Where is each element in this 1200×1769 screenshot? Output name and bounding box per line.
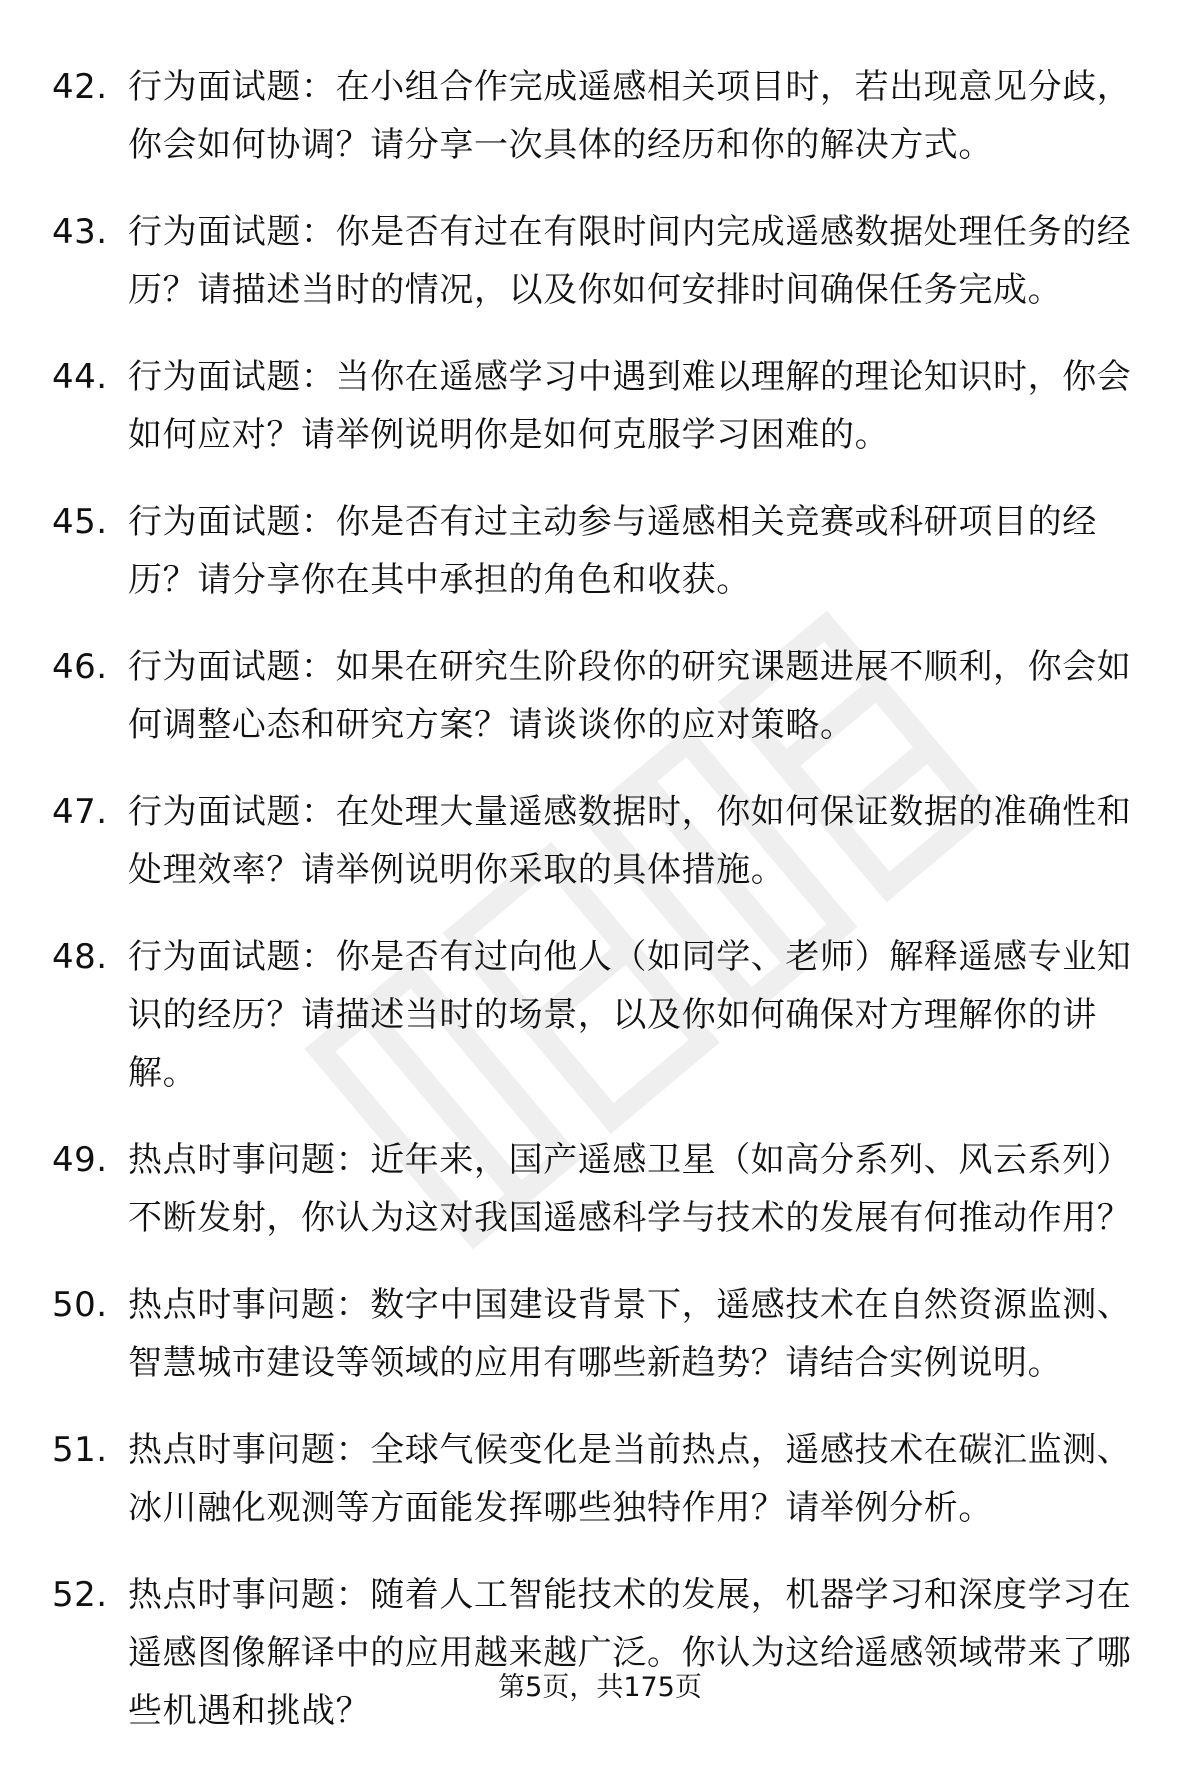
question-number: 49. <box>52 1140 108 1180</box>
question-number: 52. <box>52 1575 108 1615</box>
question-text: 行为面试题：在小组合作完成遥感相关项目时，若出现意见分歧，你会如何协调？请分享一次具体的经历和你的解决方式。 <box>128 67 1132 165</box>
question-text: 行为面试题：你是否有过在有限时间内完成遥感数据处理任务的经历？请描述当时的情况，以及你如何安排时间确保任务完成。 <box>128 212 1132 310</box>
question-number: 46. <box>52 647 108 687</box>
question-item <box>0 493 1200 609</box>
question-text: 热点时事问题：近年来，国产遥感卫星（如高分系列、风云系列）不断发射，你认为这对我国遥感科学与技术的发展有何推动作用？ <box>128 1140 1132 1238</box>
question-text: 行为面试题：在处理大量遥感数据时，你如何保证数据的准确性和处理效率？请举例说明你采取的具体措施。 <box>128 792 1132 890</box>
question-item <box>0 348 1200 464</box>
question-number: 48. <box>52 937 108 977</box>
question-text: 热点时事问题：随着人工智能技术的发展，机器学习和深度学习在遥感图像解译中的应用越来越广泛。你认为这给遥感领域带来了哪些机遇和挑战？ <box>128 1575 1132 1731</box>
question-item <box>0 1566 1200 1740</box>
page-footer: 第5页，共175页 <box>498 1672 702 1703</box>
question-number: 47. <box>52 792 108 832</box>
question-item <box>0 1421 1200 1537</box>
question-item <box>0 1131 1200 1247</box>
question-item <box>0 203 1200 319</box>
question-list <box>0 58 1200 1769</box>
question-text: 热点时事问题：全球气候变化是当前热点，遥感技术在碳汇监测、冰川融化观测等方面能发挥哪些独特作用？请举例分析。 <box>128 1430 1132 1528</box>
question-number: 43. <box>52 212 108 252</box>
question-text: 行为面试题：当你在遥感学习中遇到难以理解的理论知识时，你会如何应对？请举例说明你是如何克服学习困难的。 <box>128 357 1132 455</box>
question-text: 行为面试题：如果在研究生阶段你的研究课题进展不顺利，你会如何调整心态和研究方案？请谈谈你的应对策略。 <box>128 647 1132 745</box>
question-number: 42. <box>52 67 108 107</box>
question-item <box>0 928 1200 1102</box>
question-item <box>0 638 1200 754</box>
question-number: 45. <box>52 502 108 542</box>
question-text: 行为面试题：你是否有过向他人（如同学、老师）解释遥感专业知识的经历？请描述当时的场景，以及你如何确保对方理解你的讲解。 <box>128 937 1132 1093</box>
question-item <box>0 783 1200 899</box>
question-number: 50. <box>52 1285 108 1325</box>
question-number: 44. <box>52 357 108 397</box>
question-item <box>0 58 1200 174</box>
question-text: 行为面试题：你是否有过主动参与遥感相关竞赛或科研项目的经历？请分享你在其中承担的角色和收获。 <box>128 502 1097 600</box>
question-number: 51. <box>52 1430 108 1470</box>
question-text: 热点时事问题：数字中国建设背景下，遥感技术在自然资源监测、智慧城市建设等领域的应用有哪些新趋势？请结合实例说明。 <box>128 1285 1132 1383</box>
question-item <box>0 1276 1200 1392</box>
